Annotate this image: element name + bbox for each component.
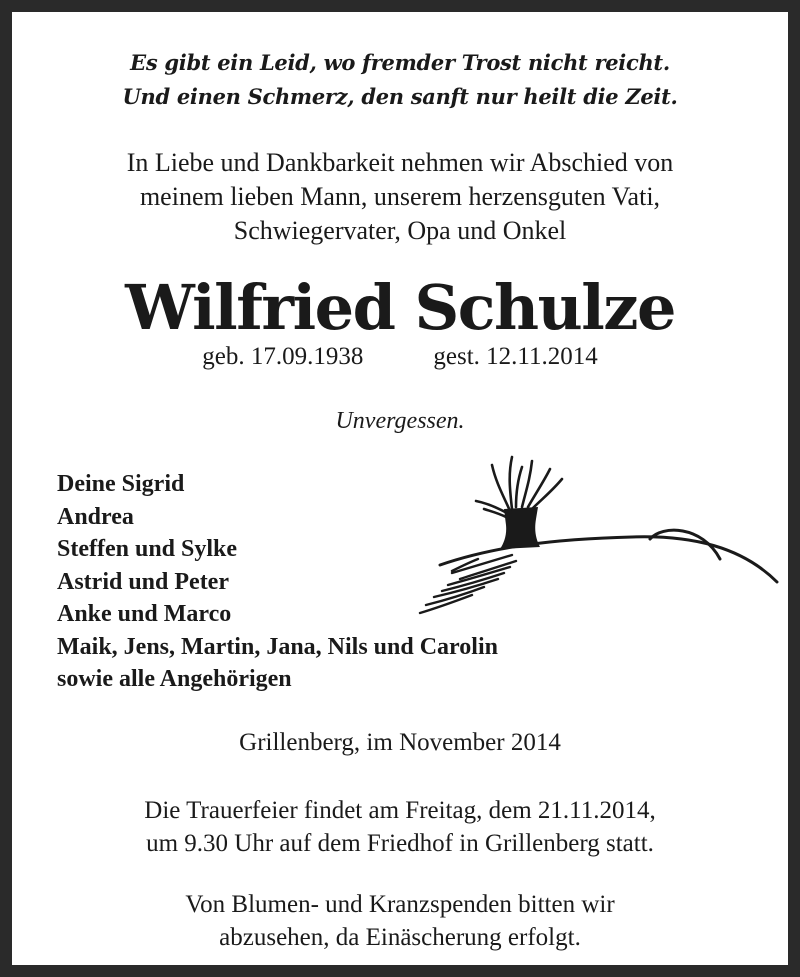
birth-date: geb. 17.09.1938	[202, 343, 364, 370]
motto-line-1: Es gibt ein Leid, wo fremder Trost nicht reicht.	[130, 50, 670, 75]
intro-line-3: Schwiegervater, Opa und Onkel	[233, 216, 567, 245]
willow-tree-on-hill-icon	[412, 447, 782, 622]
flowers-note	[12, 888, 788, 954]
mourner-item: Deine Sigrid	[57, 471, 185, 497]
ceremony-line-2: um 9.30 Uhr auf dem Friedhof in Grillenberg statt.	[146, 830, 654, 857]
death-date: gest. 12.11.2014	[433, 343, 598, 370]
mourner-item: Andrea	[57, 503, 134, 530]
motto-line-2: Und einen Schmerz, den sanft nur heilt die Zeit.	[122, 84, 678, 109]
deceased-name: Wilfried Schulze	[125, 271, 675, 344]
tagline: Unvergessen.	[335, 408, 465, 434]
intro-line-2: meinem lieben Mann, unserem herzensguten Vati,	[139, 182, 661, 211]
intro-line-1: In Liebe und Dankbarkeit nehmen wir Abschied von	[126, 148, 674, 177]
motto	[12, 46, 788, 114]
life-dates	[12, 340, 788, 374]
mourner-item: sowie alle Angehörigen	[57, 666, 292, 692]
intro-text	[12, 146, 788, 248]
ceremony-info	[12, 794, 788, 860]
flowers-line-2: abzusehen, da Einäscherung erfolgt.	[219, 924, 581, 951]
ceremony-line-1: Die Trauerfeier findet am Freitag, dem 21.11.2014,	[144, 797, 656, 824]
place-and-date: Grillenberg, im November 2014	[239, 729, 561, 756]
mourner-item: Maik, Jens, Martin, Jana, Nils und Carolin	[57, 633, 498, 660]
flowers-line-1: Von Blumen- und Kranzspenden bitten wir	[185, 891, 615, 918]
mourner-item: Steffen und Sylke	[57, 536, 238, 562]
mourner-item: Anke und Marco	[57, 601, 232, 627]
mourner-item: Astrid und Peter	[57, 568, 229, 595]
